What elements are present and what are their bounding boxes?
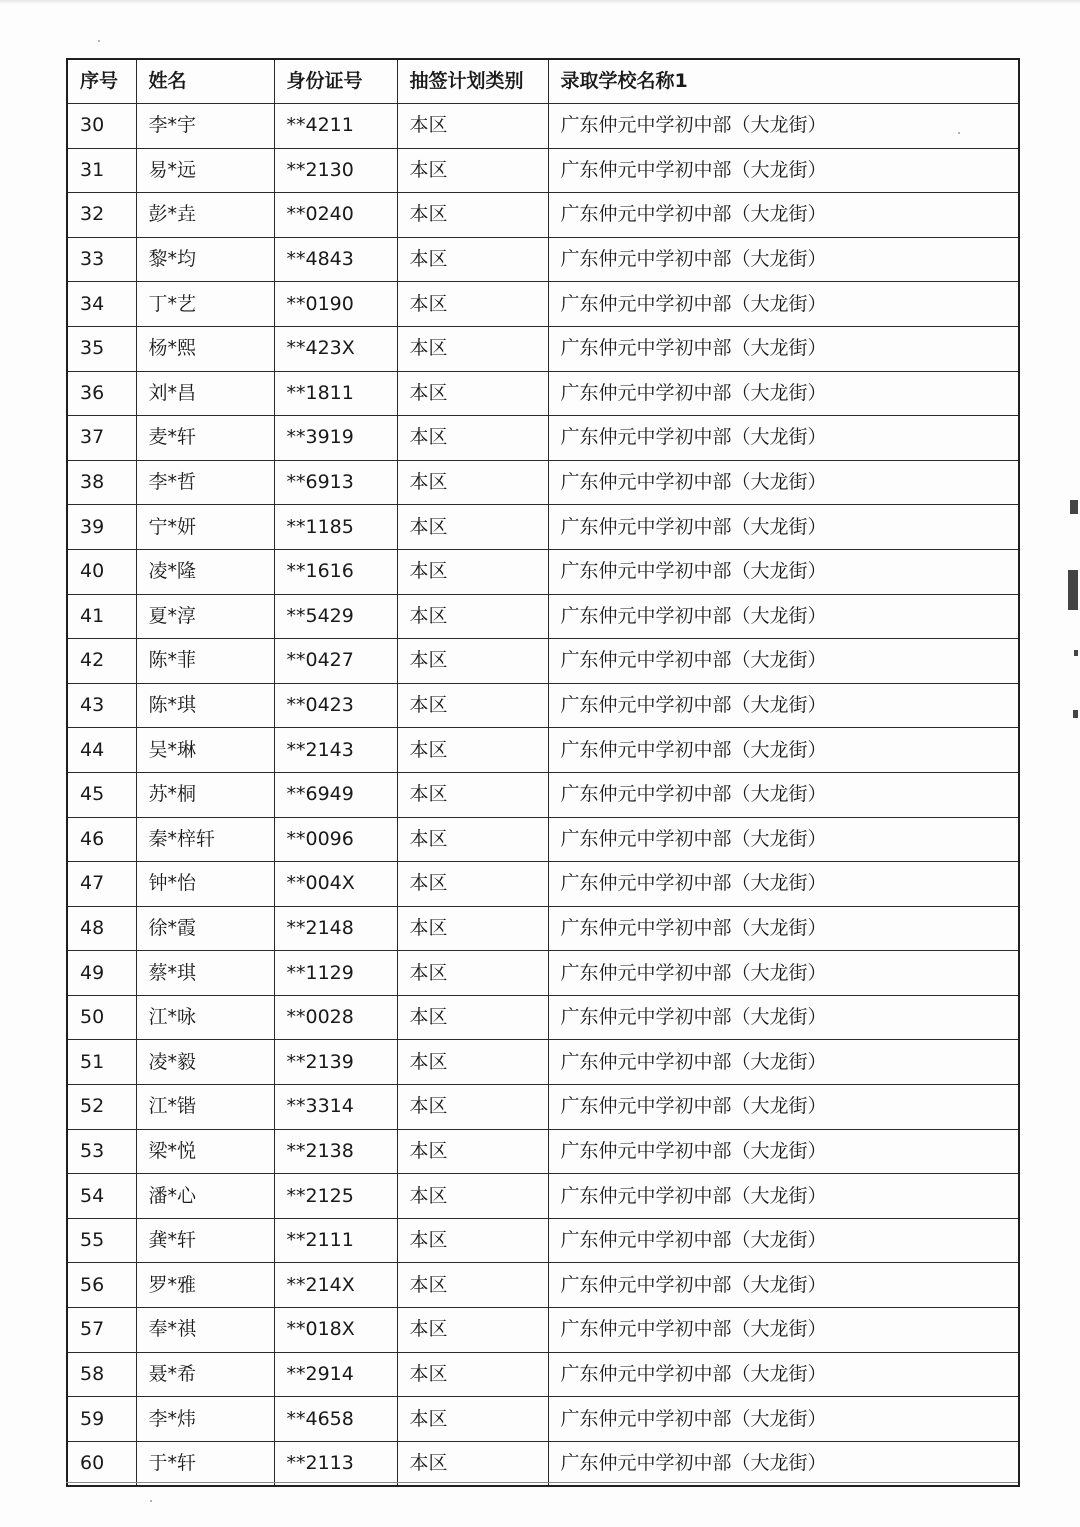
cell-lottery-category: 本区	[397, 817, 548, 862]
cell-lottery-category: 本区	[397, 1308, 548, 1353]
cell-lottery-category: 本区	[397, 193, 548, 238]
cell-index: 56	[67, 1263, 136, 1308]
table-row	[67, 1129, 1019, 1174]
cell-index: 46	[67, 817, 136, 862]
table-row	[67, 639, 1019, 684]
cell-name: 罗*雅	[136, 1263, 274, 1308]
cell-name: 苏*桐	[136, 772, 274, 817]
cell-school-name: 广东仲元中学初中部（大龙街）	[548, 237, 1019, 282]
cell-name: 钟*怡	[136, 862, 274, 907]
cell-lottery-category: 本区	[397, 1263, 548, 1308]
cell-id-number: **1811	[274, 371, 397, 416]
cell-lottery-category: 本区	[397, 282, 548, 327]
cell-school-name: 广东仲元中学初中部（大龙街）	[548, 193, 1019, 238]
cell-lottery-category: 本区	[397, 1174, 548, 1219]
cell-school-name: 广东仲元中学初中部（大龙街）	[548, 728, 1019, 773]
cell-index: 36	[67, 371, 136, 416]
cell-index: 58	[67, 1352, 136, 1397]
cell-index: 53	[67, 1129, 136, 1174]
cell-school-name: 广东仲元中学初中部（大龙街）	[548, 416, 1019, 461]
table-row	[67, 1352, 1019, 1397]
cell-name: 李*哲	[136, 460, 274, 505]
table-row	[67, 371, 1019, 416]
cell-name: 梁*悦	[136, 1129, 274, 1174]
cell-index: 42	[67, 639, 136, 684]
cell-lottery-category: 本区	[397, 326, 548, 371]
cell-id-number: **0190	[274, 282, 397, 327]
cell-index: 33	[67, 237, 136, 282]
cell-school-name: 广东仲元中学初中部（大龙街）	[548, 1129, 1019, 1174]
table-row	[67, 683, 1019, 728]
cell-index: 52	[67, 1085, 136, 1130]
table-row	[67, 193, 1019, 238]
cell-index: 55	[67, 1218, 136, 1263]
cell-name: 奉*祺	[136, 1308, 274, 1353]
scan-edge-shadow	[0, 0, 1080, 4]
cell-lottery-category: 本区	[397, 728, 548, 773]
cell-name: 于*轩	[136, 1441, 274, 1486]
cell-school-name: 广东仲元中学初中部（大龙街）	[548, 995, 1019, 1040]
table-row	[67, 326, 1019, 371]
cell-school-name: 广东仲元中学初中部（大龙街）	[548, 1218, 1019, 1263]
cell-school-name: 广东仲元中学初中部（大龙街）	[548, 282, 1019, 327]
cell-lottery-category: 本区	[397, 594, 548, 639]
cell-id-number: **423X	[274, 326, 397, 371]
cell-school-name: 广东仲元中学初中部（大龙街）	[548, 104, 1019, 149]
cell-school-name: 广东仲元中学初中部（大龙街）	[548, 1441, 1019, 1486]
table-row	[67, 416, 1019, 461]
cell-name: 宁*妍	[136, 505, 274, 550]
cell-name: 凌*毅	[136, 1040, 274, 1085]
cell-school-name: 广东仲元中学初中部（大龙街）	[548, 594, 1019, 639]
cell-school-name: 广东仲元中学初中部（大龙街）	[548, 683, 1019, 728]
cell-lottery-category: 本区	[397, 237, 548, 282]
cell-name: 麦*轩	[136, 416, 274, 461]
table-row	[67, 995, 1019, 1040]
header-school-name: 录取学校名称1	[548, 59, 1019, 104]
cell-name: 吴*琳	[136, 728, 274, 773]
cell-school-name: 广东仲元中学初中部（大龙街）	[548, 906, 1019, 951]
table-row	[67, 817, 1019, 862]
cell-index: 60	[67, 1441, 136, 1486]
cell-name: 蔡*琪	[136, 951, 274, 996]
cell-lottery-category: 本区	[397, 1397, 548, 1442]
cell-index: 40	[67, 549, 136, 594]
scan-margin-marks	[1068, 500, 1080, 740]
cell-index: 39	[67, 505, 136, 550]
table-row	[67, 728, 1019, 773]
cell-lottery-category: 本区	[397, 371, 548, 416]
cell-id-number: **1129	[274, 951, 397, 996]
cell-school-name: 广东仲元中学初中部（大龙街）	[548, 549, 1019, 594]
cell-index: 48	[67, 906, 136, 951]
cell-id-number: **2148	[274, 906, 397, 951]
table-row	[67, 772, 1019, 817]
cell-id-number: **6913	[274, 460, 397, 505]
scan-speck	[98, 40, 100, 42]
cell-index: 57	[67, 1308, 136, 1353]
table-row	[67, 1085, 1019, 1130]
cell-index: 47	[67, 862, 136, 907]
table-row	[67, 148, 1019, 193]
table-body	[67, 104, 1019, 1487]
cell-id-number: **004X	[274, 862, 397, 907]
table-row	[67, 1397, 1019, 1442]
cell-lottery-category: 本区	[397, 104, 548, 149]
cell-id-number: **3919	[274, 416, 397, 461]
cell-name: 刘*昌	[136, 371, 274, 416]
cell-name: 江*咏	[136, 995, 274, 1040]
cell-school-name: 广东仲元中学初中部（大龙街）	[548, 326, 1019, 371]
cell-name: 陈*菲	[136, 639, 274, 684]
cell-name: 彭*垚	[136, 193, 274, 238]
table-row	[67, 906, 1019, 951]
table-row	[67, 505, 1019, 550]
cell-name: 潘*心	[136, 1174, 274, 1219]
cell-id-number: **3314	[274, 1085, 397, 1130]
cell-school-name: 广东仲元中学初中部（大龙街）	[548, 1174, 1019, 1219]
footer-rule	[66, 1482, 1018, 1483]
cell-school-name: 广东仲元中学初中部（大龙街）	[548, 148, 1019, 193]
cell-name: 杨*熙	[136, 326, 274, 371]
cell-index: 45	[67, 772, 136, 817]
cell-lottery-category: 本区	[397, 1085, 548, 1130]
cell-lottery-category: 本区	[397, 1218, 548, 1263]
cell-id-number: **214X	[274, 1263, 397, 1308]
cell-name: 李*宇	[136, 104, 274, 149]
cell-id-number: **0028	[274, 995, 397, 1040]
cell-school-name: 广东仲元中学初中部（大龙街）	[548, 505, 1019, 550]
table-row	[67, 460, 1019, 505]
cell-index: 54	[67, 1174, 136, 1219]
cell-index: 35	[67, 326, 136, 371]
cell-lottery-category: 本区	[397, 1441, 548, 1486]
cell-lottery-category: 本区	[397, 995, 548, 1040]
table-row	[67, 282, 1019, 327]
cell-name: 徐*霞	[136, 906, 274, 951]
cell-lottery-category: 本区	[397, 1352, 548, 1397]
cell-lottery-category: 本区	[397, 549, 548, 594]
cell-school-name: 广东仲元中学初中部（大龙街）	[548, 1397, 1019, 1442]
cell-id-number: **5429	[274, 594, 397, 639]
cell-name: 李*炜	[136, 1397, 274, 1442]
admission-table	[66, 58, 1020, 1487]
cell-id-number: **0240	[274, 193, 397, 238]
table-row	[67, 1263, 1019, 1308]
cell-id-number: **018X	[274, 1308, 397, 1353]
cell-school-name: 广东仲元中学初中部（大龙街）	[548, 460, 1019, 505]
cell-lottery-category: 本区	[397, 772, 548, 817]
cell-lottery-category: 本区	[397, 460, 548, 505]
cell-lottery-category: 本区	[397, 148, 548, 193]
table-row	[67, 1308, 1019, 1353]
cell-school-name: 广东仲元中学初中部（大龙街）	[548, 862, 1019, 907]
cell-id-number: **4211	[274, 104, 397, 149]
cell-index: 41	[67, 594, 136, 639]
cell-id-number: **2125	[274, 1174, 397, 1219]
cell-index: 43	[67, 683, 136, 728]
cell-index: 32	[67, 193, 136, 238]
cell-id-number: **0096	[274, 817, 397, 862]
header-index: 序号	[67, 59, 136, 104]
cell-lottery-category: 本区	[397, 951, 548, 996]
cell-lottery-category: 本区	[397, 1129, 548, 1174]
cell-school-name: 广东仲元中学初中部（大龙街）	[548, 951, 1019, 996]
header-lottery-category: 抽签计划类别	[397, 59, 548, 104]
cell-index: 49	[67, 951, 136, 996]
cell-name: 江*锴	[136, 1085, 274, 1130]
cell-id-number: **4843	[274, 237, 397, 282]
table-row	[67, 237, 1019, 282]
cell-name: 黎*均	[136, 237, 274, 282]
cell-index: 37	[67, 416, 136, 461]
cell-school-name: 广东仲元中学初中部（大龙街）	[548, 1308, 1019, 1353]
cell-lottery-category: 本区	[397, 862, 548, 907]
cell-school-name: 广东仲元中学初中部（大龙街）	[548, 772, 1019, 817]
table-row	[67, 549, 1019, 594]
table-row	[67, 1040, 1019, 1085]
cell-index: 44	[67, 728, 136, 773]
cell-index: 50	[67, 995, 136, 1040]
table-row	[67, 862, 1019, 907]
cell-index: 34	[67, 282, 136, 327]
cell-lottery-category: 本区	[397, 639, 548, 684]
cell-school-name: 广东仲元中学初中部（大龙街）	[548, 1263, 1019, 1308]
cell-lottery-category: 本区	[397, 416, 548, 461]
cell-id-number: **6949	[274, 772, 397, 817]
table-row	[67, 1441, 1019, 1486]
scan-speck	[150, 1500, 152, 1502]
cell-index: 38	[67, 460, 136, 505]
cell-index: 30	[67, 104, 136, 149]
cell-id-number: **2113	[274, 1441, 397, 1486]
cell-lottery-category: 本区	[397, 1040, 548, 1085]
cell-id-number: **2143	[274, 728, 397, 773]
cell-school-name: 广东仲元中学初中部（大龙街）	[548, 1352, 1019, 1397]
cell-school-name: 广东仲元中学初中部（大龙街）	[548, 639, 1019, 684]
table-row	[67, 104, 1019, 149]
table-header-row	[67, 59, 1019, 104]
table-row	[67, 594, 1019, 639]
cell-lottery-category: 本区	[397, 505, 548, 550]
cell-id-number: **4658	[274, 1397, 397, 1442]
cell-id-number: **2111	[274, 1218, 397, 1263]
table-row	[67, 951, 1019, 996]
cell-id-number: **2138	[274, 1129, 397, 1174]
cell-name: 凌*隆	[136, 549, 274, 594]
cell-id-number: **0427	[274, 639, 397, 684]
cell-index: 31	[67, 148, 136, 193]
cell-school-name: 广东仲元中学初中部（大龙街）	[548, 1040, 1019, 1085]
cell-lottery-category: 本区	[397, 683, 548, 728]
cell-school-name: 广东仲元中学初中部（大龙街）	[548, 1085, 1019, 1130]
cell-name: 丁*艺	[136, 282, 274, 327]
cell-school-name: 广东仲元中学初中部（大龙街）	[548, 371, 1019, 416]
cell-id-number: **2914	[274, 1352, 397, 1397]
cell-index: 51	[67, 1040, 136, 1085]
cell-id-number: **1185	[274, 505, 397, 550]
cell-index: 59	[67, 1397, 136, 1442]
cell-name: 聂*希	[136, 1352, 274, 1397]
header-name: 姓名	[136, 59, 274, 104]
cell-lottery-category: 本区	[397, 906, 548, 951]
header-id-number: 身份证号	[274, 59, 397, 104]
cell-name: 秦*梓轩	[136, 817, 274, 862]
cell-id-number: **2130	[274, 148, 397, 193]
cell-id-number: **0423	[274, 683, 397, 728]
table-row	[67, 1218, 1019, 1263]
table-row	[67, 1174, 1019, 1219]
cell-id-number: **2139	[274, 1040, 397, 1085]
cell-name: 夏*淳	[136, 594, 274, 639]
cell-school-name: 广东仲元中学初中部（大龙街）	[548, 817, 1019, 862]
cell-name: 龚*轩	[136, 1218, 274, 1263]
cell-name: 陈*琪	[136, 683, 274, 728]
cell-id-number: **1616	[274, 549, 397, 594]
cell-name: 易*远	[136, 148, 274, 193]
